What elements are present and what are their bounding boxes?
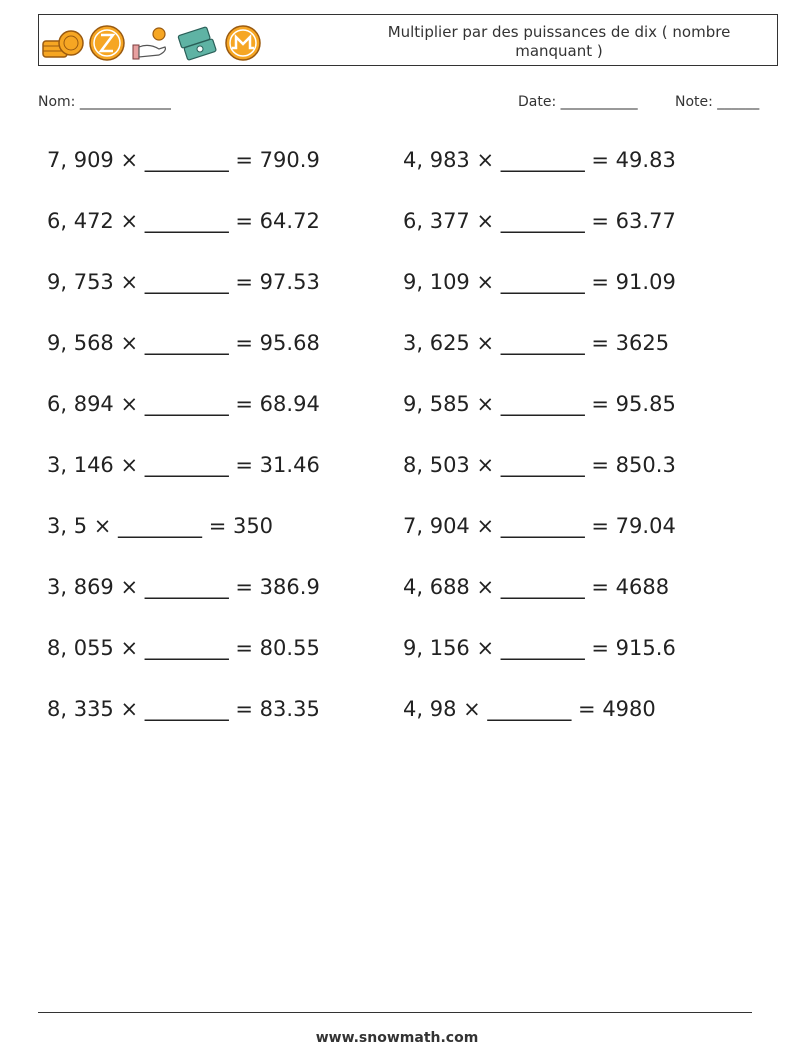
problem-row [0,392,794,432]
problem-row [0,209,794,249]
zcash-coin-icon [90,26,124,60]
problem-row [0,636,794,676]
monero-coin-icon [226,26,260,60]
problem-item: 9, 568 × ________ = 95.68 [47,331,320,355]
coins-stack-icon [43,31,83,57]
problem-item: 9, 753 × ________ = 97.53 [47,270,320,294]
problem-row [0,697,794,737]
problem-item: 8, 503 × ________ = 850.3 [403,453,676,477]
problem-item: 3, 146 × ________ = 31.46 [47,453,320,477]
problem-row [0,148,794,188]
problem-item: 3, 869 × ________ = 386.9 [47,575,320,599]
problem-item: 6, 472 × ________ = 64.72 [47,209,320,233]
problem-item: 7, 904 × ________ = 79.04 [403,514,676,538]
worksheet-header [38,14,778,66]
problem-row [0,514,794,554]
name-field: Nom: _____________ [38,94,171,110]
problem-item: 3, 5 × ________ = 350 [47,514,274,538]
grade-field: Note: ______ [675,94,760,110]
problem-item: 4, 688 × ________ = 4688 [403,575,670,599]
problem-item: 8, 055 × ________ = 80.55 [47,636,320,660]
problem-item: 6, 894 × ________ = 68.94 [47,392,320,416]
problem-row [0,331,794,371]
worksheet-title: Multiplier par des puissances de dix ( nombre manquant ) [387,23,731,60]
problem-item: 9, 109 × ________ = 91.09 [403,270,676,294]
footer-divider [38,1012,752,1013]
problem-row [0,453,794,493]
problem-item: 6, 377 × ________ = 63.77 [403,209,676,233]
problem-item: 9, 156 × ________ = 915.6 [403,636,676,660]
problem-row [0,575,794,615]
banknotes-icon [178,27,217,61]
footer-url: www.snowmath.com [315,1030,479,1046]
header-icons [41,23,271,63]
problem-row [0,270,794,310]
problem-item: 9, 585 × ________ = 95.85 [403,392,676,416]
problem-item: 7, 909 × ________ = 790.9 [47,148,320,172]
problem-item: 8, 335 × ________ = 83.35 [47,697,320,721]
problem-item: 3, 625 × ________ = 3625 [403,331,670,355]
problem-item: 4, 983 × ________ = 49.83 [403,148,676,172]
problem-item: 4, 98 × ________ = 4980 [403,697,656,721]
date-field: Date: ___________ [518,94,638,110]
hand-coin-icon [133,28,165,59]
